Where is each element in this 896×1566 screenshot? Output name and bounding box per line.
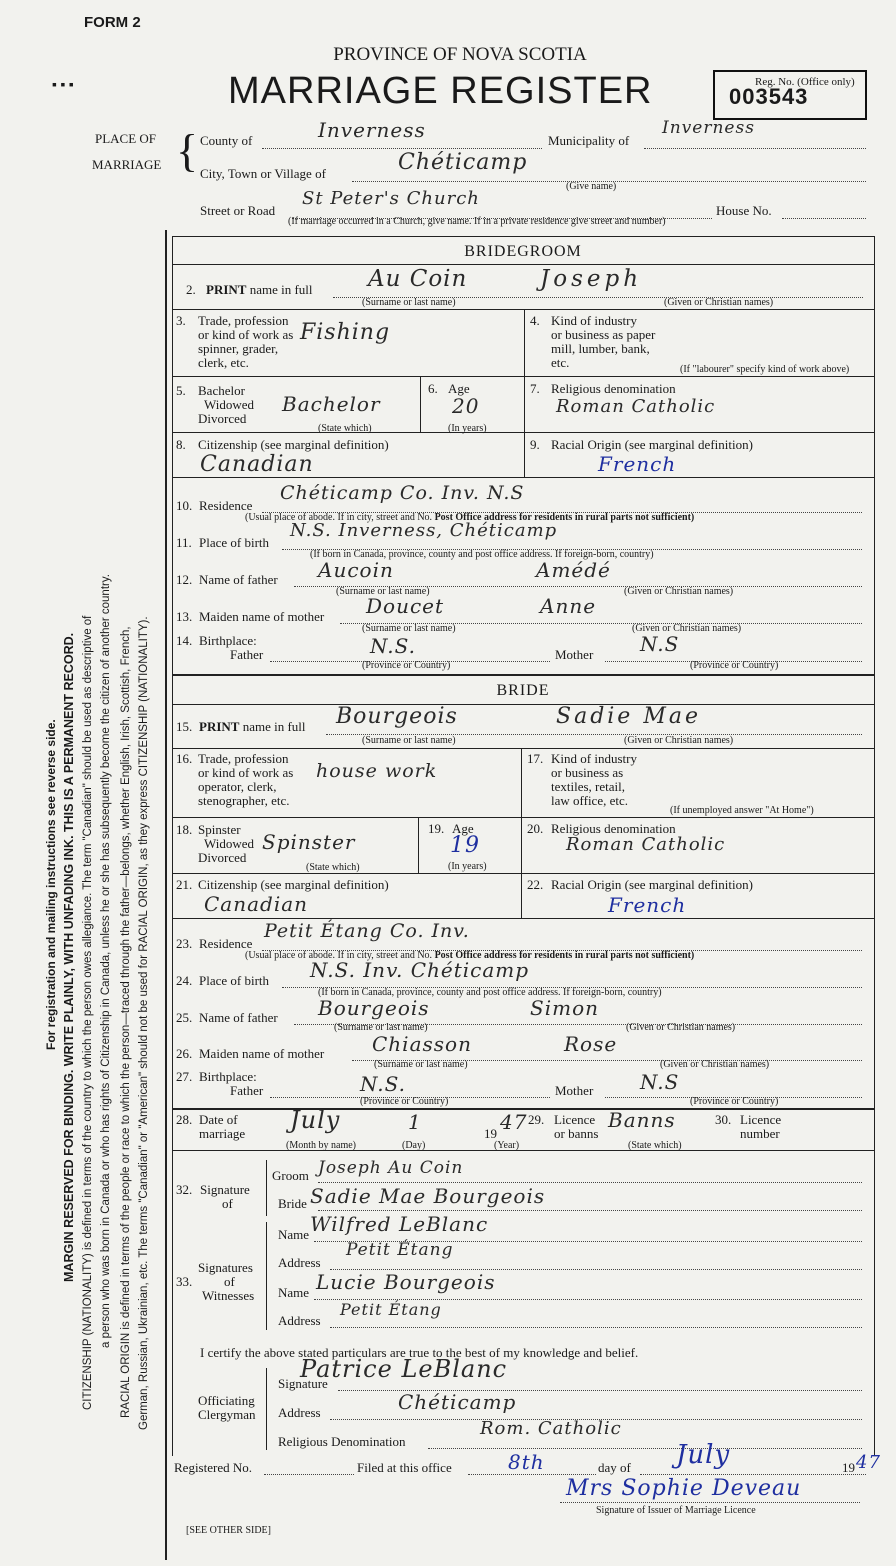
groom-trade-label-4: clerk, etc.: [198, 355, 249, 370]
groom-birthplace: N.S. Inverness, Chéticamp: [290, 520, 558, 541]
reg-number-box: [713, 70, 867, 120]
municipality-value: Inverness: [662, 118, 755, 138]
field-num-8: 8.: [176, 437, 186, 452]
groom-sig-label: Groom: [272, 1168, 309, 1183]
certification-text: I certify the above stated particulars are true to the best of my knowledge and belief.: [200, 1345, 639, 1360]
groom-mother-birthplace: N.S: [640, 632, 680, 656]
bride-birth-label: Place of birth: [199, 973, 270, 988]
groom-mother-surname-caption: (Surname or last name): [362, 623, 456, 634]
marriage-year: 47: [500, 1110, 528, 1134]
street-label: Street or Road: [200, 203, 276, 218]
groom-birth-label: Place of birth: [199, 535, 270, 550]
bride-mother-given-caption: (Given or Christian names): [660, 1059, 770, 1070]
groom-trade: Fishing: [300, 320, 391, 345]
bride-citizenship: Canadian: [204, 892, 309, 916]
field-num-20: 20.: [527, 821, 544, 836]
bride-status-caption: (State which): [306, 862, 360, 873]
groom-status-label-2: Widowed: [204, 397, 255, 412]
day-caption: (Day): [402, 1140, 426, 1151]
bride-mother-surname: Chiasson: [372, 1032, 472, 1056]
groom-bp-father-label: Father: [230, 647, 264, 662]
groom-residence-label: Residence: [199, 498, 253, 513]
give-name-caption: (Give name): [566, 181, 617, 192]
w1-name-label: Name: [278, 1227, 310, 1242]
groom-residence: Chéticamp Co. Inv. N.S: [280, 482, 525, 504]
licence-label-1: Licence: [554, 1112, 596, 1127]
groom-citizenship-label: Citizenship (see marginal definition): [198, 437, 389, 452]
w1-address-label: Address: [278, 1255, 321, 1270]
signature-label-1: Signature: [200, 1182, 250, 1197]
bride-birth-note: (If born in Canada, province, county and post office address. If foreign-born, country): [318, 987, 662, 998]
bride-name-label: PRINT name in full: [199, 719, 306, 734]
margin-text-5: RACIAL ORIGIN is defined in terms of the people or race to which the person—traced through the father—belongs, whether English, Irish, Scottish, French,: [120, 626, 132, 1418]
field-num-15: 15.: [176, 719, 193, 734]
bride-bp-mother-label: Mother: [555, 1083, 594, 1098]
groom-trade-label-3: spinner, grader,: [198, 341, 279, 356]
groom-father-surname: Aucoin: [318, 558, 394, 582]
clergy-label-2: Clergyman: [198, 1407, 256, 1422]
field-num-19: 19.: [428, 821, 445, 836]
bride-surname-caption: (Surname or last name): [362, 735, 456, 746]
groom-father-given: Amédé: [536, 558, 611, 582]
groom-heading: BRIDEGROOM: [464, 243, 582, 260]
field-num-11: 11.: [176, 535, 192, 550]
groom-racial: French: [598, 452, 677, 476]
bride-residence-label: Residence: [199, 936, 253, 951]
groom-mother-given-caption: (Given or Christian names): [632, 623, 742, 634]
licence-state-caption: (State which): [628, 1140, 682, 1151]
form-left-edge: [165, 230, 167, 1560]
month-caption: (Month by name): [286, 1140, 356, 1151]
bride-father-label: Name of father: [199, 1010, 278, 1025]
groom-father-given-caption: (Given or Christian names): [624, 586, 734, 597]
bride-citizenship-label: Citizenship (see marginal definition): [198, 877, 389, 892]
groom-religion: Roman Catholic: [556, 396, 716, 417]
licence-number-label-2: number: [740, 1126, 780, 1141]
marriage-month: July: [290, 1106, 341, 1134]
field-num-5: 5.: [176, 383, 186, 398]
bride-racial-label: Racial Origin (see marginal definition): [551, 877, 753, 892]
bride-industry-label-4: law office, etc.: [551, 793, 628, 808]
w2-address-label: Address: [278, 1313, 321, 1328]
date-label-1: Date of: [199, 1112, 238, 1127]
marriage-year-prefix: 19: [484, 1126, 497, 1141]
groom-bp-mother-caption: (Province or Country): [690, 660, 779, 671]
field-num-24: 24.: [176, 973, 193, 988]
groom-mother-given: Anne: [540, 594, 597, 618]
clergy-denomination-label: Religious Denomination: [278, 1434, 406, 1449]
groom-father-surname-caption: (Surname or last name): [336, 586, 430, 597]
street-note: (If marriage occurred in a Church, give name. If in a private residence give street and number): [288, 216, 666, 227]
witnesses-label-1: Signatures: [198, 1260, 253, 1275]
groom-citizenship: Canadian: [200, 452, 314, 477]
bride-industry-label-1: Kind of industry: [551, 751, 637, 766]
bride-trade: house work: [316, 760, 438, 782]
groom-industry-label-3: mill, lumber, bank,: [551, 341, 650, 356]
bride-status-label-1: Spinster: [198, 822, 241, 837]
groom-industry-label-4: etc.: [551, 355, 570, 370]
groom-name-label: PRINT name in full: [206, 282, 313, 297]
bride-birthplace-label: Birthplace:: [199, 1069, 257, 1084]
groom-racial-label: Racial Origin (see marginal definition): [551, 437, 753, 452]
witnesses-label-3: Witnesses: [202, 1288, 255, 1303]
bride-racial: French: [608, 893, 687, 917]
bride-signature: Sadie Mae Bourgeois: [310, 1184, 546, 1208]
groom-status-caption: (State which): [318, 423, 372, 434]
groom-surname: Au Coin: [368, 266, 468, 292]
bride-father-birthplace: N.S.: [360, 1072, 406, 1096]
bride-status: Spinster: [262, 830, 356, 854]
field-num-13: 13.: [176, 609, 193, 624]
groom-status: Bachelor: [282, 392, 381, 416]
witnesses-label-2: of: [224, 1274, 235, 1289]
bride-industry-label-2: or business as: [551, 765, 624, 780]
field-num-22: 22.: [527, 877, 544, 892]
date-label-2: marriage: [199, 1126, 246, 1141]
field-num-23: 23.: [176, 936, 193, 951]
groom-trade-label-1: Trade, profession: [198, 313, 289, 328]
signature-label-2: of: [222, 1196, 233, 1211]
bride-age-label: Age: [452, 821, 474, 836]
field-num-33: 33.: [176, 1274, 193, 1289]
page-title: MARRIAGE REGISTER: [228, 70, 653, 112]
clergy-address: Chéticamp: [398, 1390, 517, 1414]
groom-mother-label: Maiden name of mother: [199, 609, 325, 624]
licence-number-label-1: Licence: [740, 1112, 782, 1127]
groom-age-label: Age: [448, 381, 470, 396]
bride-religion: Roman Catholic: [566, 834, 726, 855]
municipality-label: Municipality of: [548, 133, 630, 148]
bride-bp-father-caption: (Province or Country): [360, 1096, 449, 1107]
groom-industry-note: (If "labourer" specify kind of work above): [680, 364, 850, 375]
filed-year: 47: [856, 1452, 881, 1473]
witness2-address: Petit Étang: [340, 1300, 442, 1319]
bride-age: 19: [450, 833, 480, 858]
bride-given-caption: (Given or Christian names): [624, 735, 734, 746]
registered-no-label: Registered No.: [174, 1460, 252, 1475]
groom-status-label-1: Bachelor: [198, 383, 245, 398]
groom-age: 20: [452, 394, 480, 418]
clergy-address-label: Address: [278, 1405, 321, 1420]
marriage-day: 1: [408, 1110, 422, 1134]
field-num-2: 2.: [186, 282, 196, 297]
bride-surname: Bourgeois: [336, 704, 458, 729]
groom-religion-label: Religious denomination: [551, 381, 676, 396]
place-heading-2: MARRIAGE: [92, 157, 162, 172]
filed-month: July: [676, 1440, 731, 1470]
groom-status-label-3: Divorced: [198, 411, 247, 426]
field-num-4: 4.: [530, 313, 540, 328]
bride-status-label-2: Widowed: [204, 836, 255, 851]
clergy-sig-label: Signature: [278, 1376, 328, 1391]
field-num-9: 9.: [530, 437, 540, 452]
city-label: City, Town or Village of: [200, 166, 326, 181]
groom-industry-label-1: Kind of industry: [551, 313, 637, 328]
county-label: County of: [200, 133, 253, 148]
field-num-27: 27.: [176, 1069, 193, 1084]
groom-trade-label-2: or kind of work as: [198, 327, 294, 342]
filed-year-prefix: 19: [842, 1460, 855, 1475]
bride-sig-label: Bride: [278, 1196, 307, 1211]
groom-industry-label-2: or business as paper: [551, 327, 656, 342]
field-num-3: 3.: [176, 313, 186, 328]
bride-bp-mother-caption: (Province or Country): [690, 1096, 779, 1107]
bride-trade-label-1: Trade, profession: [198, 751, 289, 766]
field-num-30: 30.: [715, 1112, 732, 1127]
field-num-26: 26.: [176, 1046, 193, 1061]
field-num-10: 10.: [176, 498, 193, 513]
bride-father-given-caption: (Given or Christian names): [626, 1022, 736, 1033]
filed-day: 8th: [508, 1450, 545, 1474]
field-num-17: 17.: [527, 751, 544, 766]
city-value: Chéticamp: [398, 150, 528, 175]
bride-mother-surname-caption: (Surname or last name): [374, 1059, 468, 1070]
field-num-21: 21.: [176, 877, 193, 892]
field-num-28: 28.: [176, 1112, 193, 1127]
bride-residence-note: (Usual place of abode. If in city, street and No. Post Office address for residents in rural parts not sufficient): [245, 950, 695, 961]
day-of-label: day of: [598, 1460, 631, 1475]
groom-given: Joseph: [540, 266, 643, 292]
margin-text-4: a person who was born in Canada or who has rights of Citizenship in Canada, unless he or she has subsequently become the citizen of another country.: [100, 574, 112, 1348]
margin-text-1: For registration and mailing instructions see reverse side.: [44, 719, 58, 1050]
clergy-denomination: Rom. Catholic: [480, 1418, 622, 1439]
bride-bp-father-label: Father: [230, 1083, 264, 1098]
groom-given-caption: (Given or Christian names): [664, 297, 774, 308]
bride-birthplace: N.S. Inv. Chéticamp: [310, 958, 530, 982]
bride-mother-label: Maiden name of mother: [199, 1046, 325, 1061]
licence-or-banns: Banns: [608, 1108, 676, 1132]
place-heading-1: PLACE OF: [95, 131, 157, 146]
place-brace: {: [176, 125, 199, 176]
see-other-side: [SEE OTHER SIDE]: [186, 1525, 271, 1536]
field-num-16: 16.: [176, 751, 193, 766]
w2-name-label: Name: [278, 1285, 310, 1300]
field-num-25: 25.: [176, 1010, 193, 1025]
groom-surname-caption: (Surname or last name): [362, 297, 456, 308]
bride-industry-note: (If unemployed answer "At Home"): [670, 805, 814, 816]
groom-bp-mother-label: Mother: [555, 647, 594, 662]
year-caption: (Year): [494, 1140, 520, 1151]
field-num-7: 7.: [530, 381, 540, 396]
groom-signature: Joseph Au Coin: [318, 1158, 464, 1178]
groom-father-birthplace: N.S.: [370, 634, 416, 658]
witness1-name: Wilfred LeBlanc: [310, 1212, 489, 1236]
witness1-address: Petit Étang: [346, 1240, 454, 1260]
bride-given: Sadie Mae: [556, 704, 701, 729]
field-num-18: 18.: [176, 822, 193, 837]
groom-bp-father-caption: (Province or Country): [362, 660, 451, 671]
bride-religion-label: Religious denomination: [551, 821, 676, 836]
field-num-32: 32.: [176, 1182, 193, 1197]
street-value: St Peter's Church: [302, 188, 480, 209]
bride-heading: BRIDE: [496, 682, 550, 699]
hole-punch-marks: ▪ ▪ ▪: [52, 78, 74, 93]
field-num-29: 29.: [528, 1112, 545, 1127]
margin-text-6: German, Russian, Ukrainian, etc. The terms "Canadian" or "American" should not be used for RACIAL ORIGIN, as they express CITIZENSHIP (NATIONALITY).: [138, 616, 150, 1430]
province-heading: PROVINCE OF NOVA SCOTIA: [333, 44, 587, 65]
field-num-14: 14.: [176, 633, 193, 648]
margin-text-2: MARGIN RESERVED FOR BINDING. WRITE PLAINLY, WITH UNFADING INK. THIS IS A PERMANENT RECORD.: [62, 632, 76, 1282]
house-label: House No.: [716, 203, 772, 218]
groom-birthplace-label: Birthplace:: [199, 633, 257, 648]
clergy-signature: Patrice LeBlanc: [300, 1355, 508, 1383]
bride-trade-label-4: stenographer, etc.: [198, 793, 290, 808]
bride-industry-label-3: textiles, retail,: [551, 779, 626, 794]
bride-father-surname-caption: (Surname or last name): [334, 1022, 428, 1033]
reg-number: 003543: [729, 84, 809, 109]
groom-mother-surname: Doucet: [366, 594, 445, 618]
margin-text-3: CITIZENSHIP (NATIONALITY) is defined in terms of the country to which the person owes allegiance. The term "Canadian" should be used as descriptive of: [82, 615, 94, 1410]
clergy-label-1: Officiating: [198, 1393, 255, 1408]
bride-trade-label-2: or kind of work as: [198, 765, 294, 780]
bride-trade-label-3: operator, clerk,: [198, 779, 277, 794]
bride-father-given: Simon: [530, 996, 599, 1020]
bride-mother-given: Rose: [564, 1032, 618, 1056]
county-value: Inverness: [318, 118, 426, 142]
groom-birth-note: (If born in Canada, province, county and post office address. If foreign-born, country): [310, 549, 654, 560]
bride-residence: Petit Étang Co. Inv.: [264, 920, 470, 942]
field-num-6: 6.: [428, 381, 438, 396]
licence-label-2: or banns: [554, 1126, 599, 1141]
witness2-name: Lucie Bourgeois: [316, 1270, 496, 1294]
filed-label: Filed at this office: [357, 1460, 452, 1475]
bride-father-surname: Bourgeois: [318, 996, 430, 1020]
bride-status-label-3: Divorced: [198, 850, 247, 865]
issuer-caption: Signature of Issuer of Marriage Licence: [596, 1505, 756, 1516]
groom-father-label: Name of father: [199, 572, 278, 587]
bride-age-caption: (In years): [448, 861, 487, 872]
form-number: FORM 2: [84, 14, 141, 31]
issuer-signature: Mrs Sophie Deveau: [566, 1476, 802, 1501]
groom-age-caption: (In years): [448, 423, 487, 434]
field-num-12: 12.: [176, 572, 193, 587]
bride-mother-birthplace: N.S: [640, 1070, 680, 1094]
groom-residence-note: (Usual place of abode. If in city, street and No. Post Office address for residents in rural parts not sufficient): [245, 512, 695, 523]
reg-number-label: Reg. No. (Office only): [755, 76, 855, 88]
